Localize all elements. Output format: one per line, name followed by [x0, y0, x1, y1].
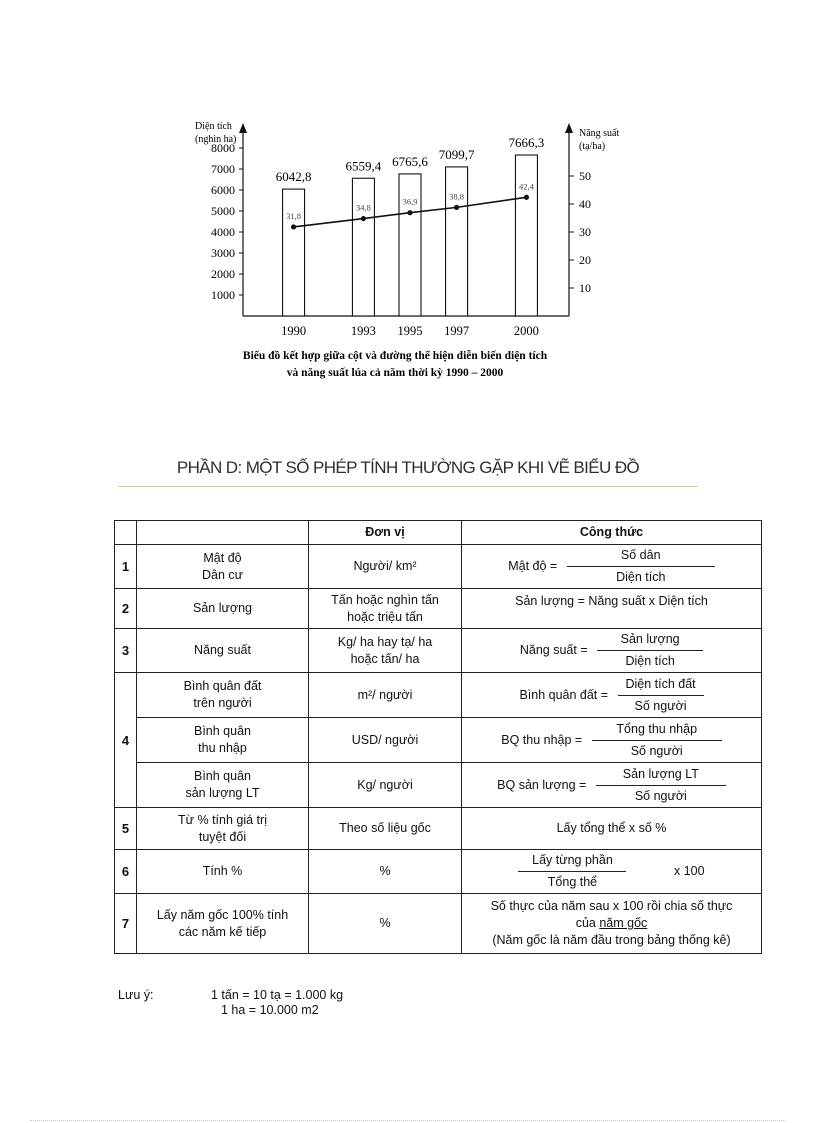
- section-title: PHẦN D: MỘT SỐ PHÉP TÍNH THƯỜNG GẶP KHI VẼ BIỂU ĐỒ: [176, 458, 640, 477]
- row-name: Bình quân sản lượng LT: [137, 763, 309, 808]
- table-row: [115, 763, 762, 808]
- right-tick-label: 10: [579, 281, 591, 295]
- table-row: [115, 894, 762, 954]
- row-formula: Số thực của năm sau x 100 rồi chia số thực của năm gốc (Năm gốc là năm đầu trong bảng thống kê): [462, 894, 762, 954]
- row-unit: Tấn hoặc nghìn tấn hoặc triệu tấn: [309, 589, 462, 629]
- row-unit: %: [309, 894, 462, 954]
- bar-value-label: 7666,3: [508, 135, 545, 151]
- line-point: [524, 195, 529, 200]
- row-unit: %: [309, 850, 462, 894]
- line-value-label: 31,8: [286, 210, 302, 221]
- row-formula: Lấy tổng thể x số %: [462, 808, 762, 850]
- table-row: [115, 629, 762, 673]
- row-unit: Người/ km²: [309, 545, 462, 589]
- row-number: 4: [115, 673, 137, 808]
- row-number: 7: [115, 894, 137, 954]
- x-tick-label: 1990: [281, 324, 307, 338]
- left-tick-label: 3000: [211, 246, 235, 260]
- row-number: 2: [115, 589, 137, 629]
- page-bottom-border: [30, 1120, 786, 1121]
- row-name: Tính %: [137, 850, 309, 894]
- right-axis-arrow: [565, 123, 573, 133]
- left-tick-label: 5000: [211, 204, 235, 218]
- line-point: [407, 210, 412, 215]
- row-name: Năng suất: [137, 629, 309, 673]
- line-point: [361, 216, 366, 221]
- left-tick-label: 7000: [211, 162, 235, 176]
- row-formula: Mật độ = $\frac{\text{Số dân}}{\text{Diện tích}}$: [462, 545, 762, 589]
- bar: [399, 174, 421, 316]
- line-value-label: 36,9: [402, 196, 418, 207]
- bar-value-label: 6042,8: [275, 169, 312, 185]
- left-axis-label-1: Diện tích: [195, 121, 232, 132]
- row-unit: Kg/ ha hay tạ/ ha hoặc tấn/ ha: [309, 629, 462, 673]
- row-formula: BQ thu nhập = $\frac{\text{Tổng thu nhập}}{\text{Số người}}$: [462, 718, 762, 763]
- header-name: [137, 521, 309, 545]
- left-axis-label-2: (nghìn ha): [195, 134, 237, 145]
- bar: [515, 155, 537, 316]
- right-tick-label: 30: [579, 225, 591, 239]
- left-tick-label: 1000: [211, 288, 235, 302]
- table-row: [115, 545, 762, 589]
- line-point: [454, 205, 459, 210]
- x-tick-label: 1995: [397, 324, 423, 338]
- x-tick-label: 1993: [350, 324, 376, 338]
- line-point: [291, 224, 296, 229]
- bar-value-label: 6559,4: [345, 158, 382, 174]
- row-name: Bình quân thu nhập: [137, 718, 309, 763]
- header-unit: Đơn vị: [309, 521, 462, 545]
- chart-caption-line-1: Biểu đồ kết hợp giữa cột và đường thể hiện diễn biến diện tích: [242, 350, 548, 362]
- bar: [446, 167, 468, 316]
- left-tick-label: 8000: [211, 141, 235, 155]
- left-tick-label: 2000: [211, 267, 235, 281]
- right-tick-label: 50: [579, 169, 591, 183]
- table-header-row: [115, 521, 762, 545]
- row-name: Từ % tính giá trị tuyệt đối: [137, 808, 309, 850]
- table-row: [115, 718, 762, 763]
- left-tick-label: 6000: [211, 183, 235, 197]
- combo-chart: [185, 118, 620, 388]
- line-value-label: 38,8: [449, 191, 465, 202]
- row-name: Mật độ Dân cư: [137, 545, 309, 589]
- header-formula: Công thức: [462, 521, 762, 545]
- left-axis-arrow: [239, 123, 247, 133]
- row-name: Lấy năm gốc 100% tính các năm kế tiếp: [137, 894, 309, 954]
- note-line-1: 1 tấn = 10 tạ = 1.000 kg: [211, 988, 344, 1002]
- header-no: [115, 521, 137, 545]
- line-value-label: 34,8: [355, 202, 371, 213]
- row-formula: Bình quân đất = $\frac{\text{Diện tích đất}}{\text{Số người}}$: [462, 673, 762, 718]
- row-number: 5: [115, 808, 137, 850]
- bar: [283, 189, 305, 316]
- row-name: Bình quân đất trên người: [137, 673, 309, 718]
- right-tick-label: 20: [579, 253, 591, 267]
- right-tick-label: 40: [579, 197, 591, 211]
- row-unit: USD/ người: [309, 718, 462, 763]
- row-name: Sản lượng: [137, 589, 309, 629]
- formula-table: [114, 520, 762, 954]
- left-tick-label: 4000: [211, 225, 235, 239]
- note-label: Lưu ý:: [118, 988, 154, 1002]
- table-row: [115, 808, 762, 850]
- table-row: [115, 589, 762, 629]
- row-unit: Kg/ người: [309, 763, 462, 808]
- row-unit: m²/ người: [309, 673, 462, 718]
- bar-value-label: 7099,7: [438, 146, 475, 162]
- row-formula: BQ sản lượng = $\frac{\text{Sản lượng LT}}{\text{Số người}}$: [462, 763, 762, 808]
- line-value-label: 42,4: [518, 181, 534, 192]
- note-line-2: 1 ha = 10.000 m2: [221, 1003, 319, 1017]
- table-row: [115, 673, 762, 718]
- bar: [352, 178, 374, 316]
- bar-value-label: 6765,6: [392, 153, 428, 169]
- chart-caption-line-2: và năng suất lúa cả năm thời kỳ 1990 – 2000: [286, 367, 504, 379]
- right-axis-label-2: (tạ/ha): [579, 141, 606, 152]
- x-tick-label: 2000: [513, 324, 539, 338]
- row-unit: Theo số liệu gốc: [309, 808, 462, 850]
- row-formula: Năng suất = $\frac{\text{Sản lượng}}{\text{Diện tích}}$: [462, 629, 762, 673]
- table-row: [115, 850, 762, 894]
- title-divider: [118, 486, 698, 487]
- x-tick-label: 1997: [444, 324, 470, 338]
- row-formula: $\frac{\text{Lấy từng phần}}{\text{Tổng thể}}$ x 100: [462, 850, 762, 894]
- right-axis-label-1: Năng suất: [579, 128, 620, 139]
- row-number: 6: [115, 850, 137, 894]
- row-number: 3: [115, 629, 137, 673]
- row-formula: Sản lượng = Năng suất x Diện tích: [462, 589, 762, 629]
- row-number: 1: [115, 545, 137, 589]
